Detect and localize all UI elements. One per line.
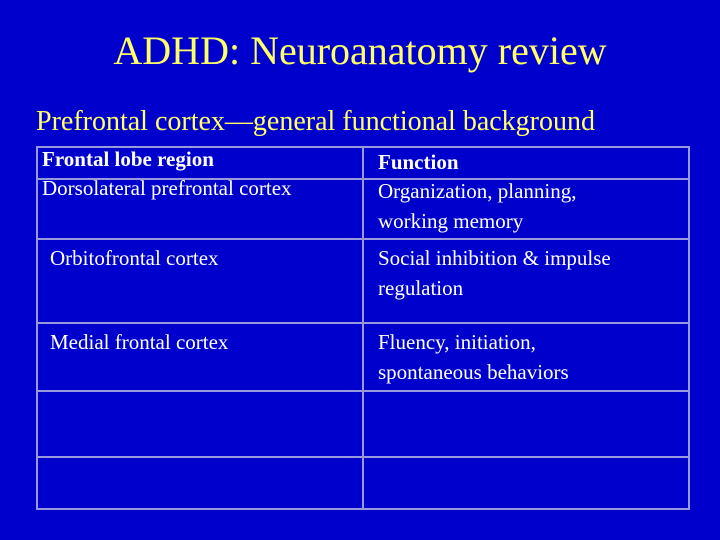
table-row-region: Medial frontal cortex [50,330,229,354]
row-divider [36,390,690,392]
table-row-region: Orbitofrontal cortex [50,246,219,270]
table-row-function-line1: Fluency, initiation, [378,330,536,354]
table-row-function-line1: Organization, planning, [378,179,577,203]
slide-title: ADHD: Neuroanatomy review [113,28,607,73]
table-row-function-line2: regulation [378,276,464,300]
table-row-function-line2: spontaneous behaviors [378,360,569,384]
row-divider [36,322,690,324]
row-divider [36,456,690,458]
slide-subtitle: Prefrontal cortex—general functional background [36,106,596,137]
header-function: Function [378,150,459,174]
table-row-function-line1: Social inhibition & impulse [378,246,611,270]
table-row-region: Dorsolateral prefrontal cortex [42,176,292,200]
function-table [36,146,690,510]
table-row-function-line2: working memory [378,209,524,233]
row-divider [36,238,690,240]
header-region: Frontal lobe region [42,147,214,171]
